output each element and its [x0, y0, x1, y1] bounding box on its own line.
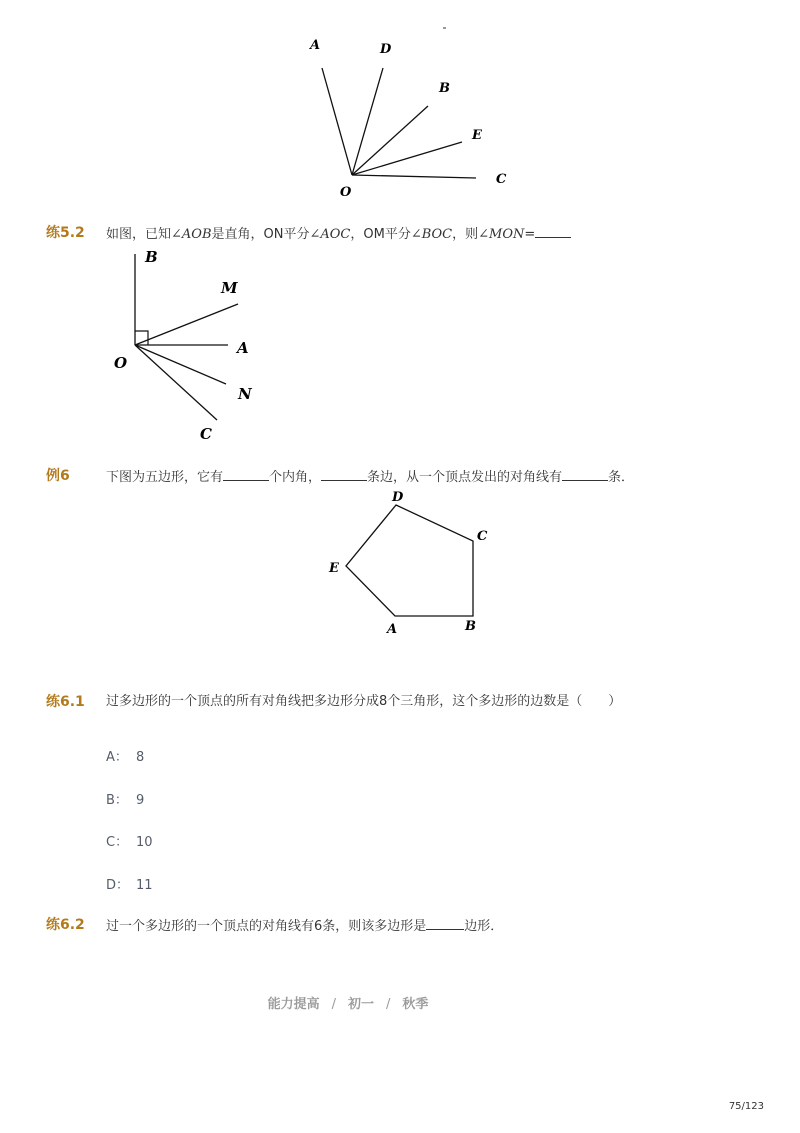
text-part: =: [524, 227, 536, 242]
ray-on: [135, 345, 226, 384]
answer-blank[interactable]: [321, 467, 367, 481]
option-key: D：: [106, 878, 130, 893]
text-part: 如图，已知: [106, 227, 172, 242]
question-text: [106, 916, 503, 936]
label-o: O: [340, 185, 352, 200]
option-c[interactable]: [106, 831, 153, 850]
ray-oa: [322, 68, 352, 175]
label-m: M: [221, 279, 238, 297]
label-b: B: [145, 248, 158, 266]
label-e: E: [329, 561, 339, 576]
label-c: C: [496, 172, 507, 187]
text-part: ，OM平分: [350, 227, 411, 242]
rays: [322, 68, 476, 178]
option-key: B：: [106, 793, 128, 808]
text-part: 过一个多边形的一个顶点的对角线有6条，则该多边形是: [106, 919, 427, 934]
option-value: 11: [136, 878, 153, 893]
label-d: D: [392, 490, 404, 505]
ray-oc: [352, 175, 476, 178]
text-part: ，则: [452, 227, 479, 242]
label-c: C: [477, 529, 488, 544]
ray-od: [352, 68, 383, 175]
question-label: 练6.2: [46, 917, 85, 933]
text-part: 个内角，: [269, 470, 322, 485]
label-e: E: [472, 128, 482, 143]
page-number: 75/123: [728, 1101, 764, 1112]
text-part: 下图为五边形，它有: [106, 470, 224, 485]
footer-season: 秋季: [402, 997, 429, 1012]
answer-blank[interactable]: [426, 916, 464, 930]
option-value: 9: [136, 793, 145, 808]
question-label: 练5.2: [46, 225, 85, 241]
option-b[interactable]: [106, 789, 144, 808]
label-b: B: [439, 81, 450, 96]
ray-ob: [352, 106, 428, 175]
angle-aob: ∠AOB: [171, 227, 212, 242]
text-part: 条．: [608, 470, 635, 485]
figure-pentagon: [320, 484, 500, 644]
answer-blank[interactable]: [535, 224, 571, 238]
option-value: 8: [136, 750, 145, 765]
text-part: 边形．: [464, 919, 504, 934]
footer-grade: 初一: [347, 997, 374, 1012]
ray-oc: [135, 345, 217, 420]
angle-aoc: ∠AOC: [309, 227, 351, 242]
footer-course-info: [0, 993, 696, 1012]
text-part: 是直角，ON平分: [211, 227, 310, 242]
angle-mon: ∠MON: [478, 227, 525, 242]
text-part: 条边，从一个顶点发出的对角线有: [367, 470, 563, 485]
label-b: B: [465, 619, 476, 634]
question-label: 例6: [46, 468, 70, 484]
option-a[interactable]: [106, 746, 144, 765]
ray-om: [135, 304, 238, 345]
label-d: D: [380, 42, 392, 57]
question-text: 过多边形的一个顶点的所有对角线把多边形分成8个三角形，这个多边形的边数是（ ）: [106, 694, 622, 709]
footer-separator: /: [386, 997, 391, 1012]
option-key: A：: [106, 750, 128, 765]
angle-boc: ∠BOC: [410, 227, 453, 242]
answer-blank[interactable]: [223, 467, 269, 481]
figure-rays-adbec: [290, 20, 530, 205]
label-o: O: [114, 354, 128, 372]
ray-oe: [352, 142, 462, 175]
label-n: N: [238, 385, 252, 403]
figure-angle-mon: [100, 244, 280, 449]
pentagon-shape: [346, 505, 473, 616]
question-text: [106, 224, 571, 244]
option-d[interactable]: [106, 874, 153, 893]
option-value: 10: [136, 835, 153, 850]
footer-level: 能力提高: [267, 997, 320, 1012]
label-c: C: [200, 425, 212, 443]
answer-blank[interactable]: [562, 467, 608, 481]
footer-separator: /: [331, 997, 336, 1012]
label-a: A: [387, 622, 398, 637]
question-label: 练6.1: [46, 694, 85, 710]
label-a: A: [237, 339, 249, 357]
option-key: C：: [106, 835, 129, 850]
label-a: A: [310, 38, 321, 53]
